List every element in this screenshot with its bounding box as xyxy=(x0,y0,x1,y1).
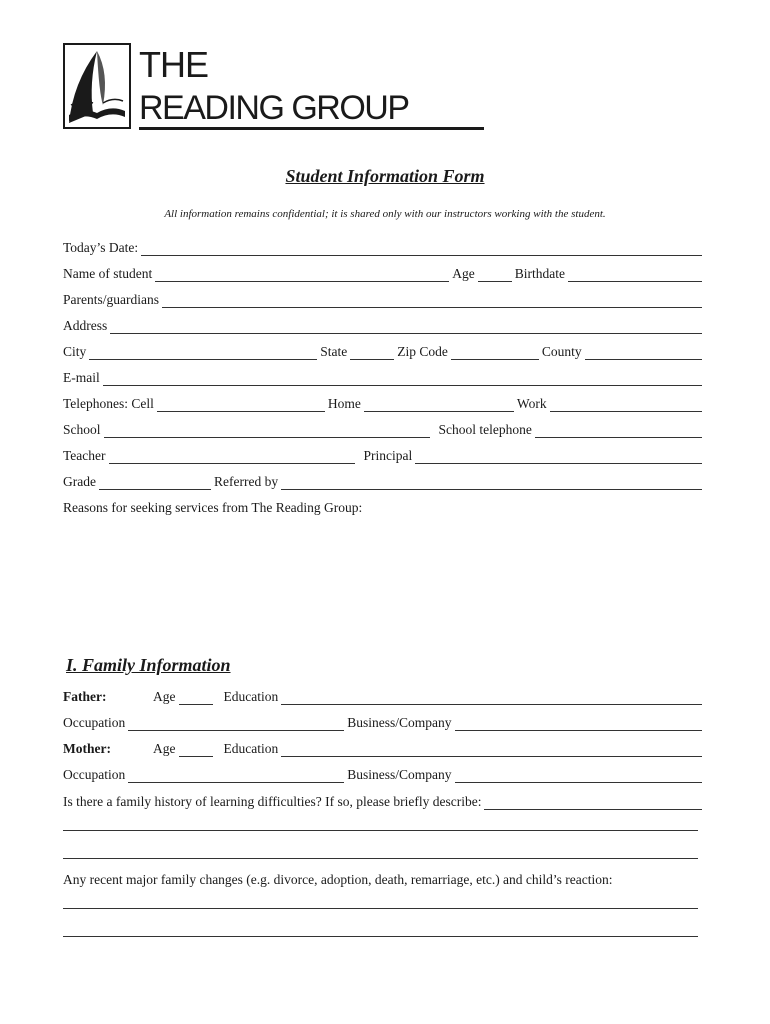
row-family-history xyxy=(63,790,705,810)
email-field[interactable] xyxy=(103,372,702,386)
confidentiality-note: All information remains confidential; it is shared only with our instructors working with the student. xyxy=(164,208,606,220)
home-label: Home xyxy=(327,396,361,411)
row-student-name xyxy=(63,262,705,282)
father-business-field[interactable] xyxy=(455,717,703,731)
city-field[interactable] xyxy=(89,346,317,360)
birthdate-label: Birthdate xyxy=(514,266,565,281)
family-history-field[interactable] xyxy=(484,796,702,810)
referred-by-label: Referred by xyxy=(213,474,279,489)
family-history-line-2[interactable] xyxy=(63,830,698,831)
row-school xyxy=(63,418,705,438)
book-sail-logo-icon xyxy=(63,43,131,129)
todays-date-field[interactable] xyxy=(141,242,702,256)
family-history-label: Is there a family history of learning difficulties? If so, please briefly describe: xyxy=(63,794,482,809)
school-label: School xyxy=(63,422,101,437)
school-field[interactable] xyxy=(104,424,430,438)
row-address xyxy=(63,314,705,334)
row-teacher xyxy=(63,444,705,464)
row-father xyxy=(63,685,705,705)
work-phone-field[interactable] xyxy=(550,398,702,412)
address-field[interactable] xyxy=(110,320,702,334)
father-occupation-label: Occupation xyxy=(63,715,126,730)
family-history-line-3[interactable] xyxy=(63,858,698,859)
zip-label: Zip Code xyxy=(397,344,448,359)
row-father-occupation xyxy=(63,711,705,731)
row-parents xyxy=(63,288,705,308)
mother-business-field[interactable] xyxy=(455,769,703,783)
row-city xyxy=(63,340,705,360)
family-section-heading: I. Family Information xyxy=(66,655,231,675)
row-email xyxy=(63,366,705,386)
family-changes-line-2[interactable] xyxy=(63,936,698,937)
county-label: County xyxy=(541,344,582,359)
mother-education-label: Education xyxy=(223,741,279,756)
zip-field[interactable] xyxy=(451,346,539,360)
logo-underline xyxy=(139,127,484,130)
cell-label: Telephones: Cell xyxy=(63,396,154,411)
grade-label: Grade xyxy=(63,474,96,489)
age-field[interactable] xyxy=(478,268,512,282)
row-telephones xyxy=(63,392,705,412)
row-family-changes xyxy=(63,868,705,888)
mother-business-label: Business/Company xyxy=(347,767,452,782)
age-label: Age xyxy=(452,266,475,281)
mother-occupation-label: Occupation xyxy=(63,767,126,782)
mother-occupation-field[interactable] xyxy=(128,769,344,783)
mother-age-label: Age xyxy=(153,741,176,756)
address-label: Address xyxy=(63,318,108,333)
student-name-field[interactable] xyxy=(155,268,449,282)
school-telephone-label: School telephone xyxy=(438,422,532,437)
referred-by-field[interactable] xyxy=(281,476,702,490)
row-grade xyxy=(63,470,705,490)
mother-age-field[interactable] xyxy=(179,743,213,757)
father-age-field[interactable] xyxy=(179,691,213,705)
parents-field[interactable] xyxy=(162,294,702,308)
father-label: Father: xyxy=(63,689,107,704)
home-phone-field[interactable] xyxy=(364,398,514,412)
family-changes-line-1[interactable] xyxy=(63,908,698,909)
city-label: City xyxy=(63,344,87,359)
logo-text-the: THE xyxy=(139,44,208,85)
row-reasons xyxy=(63,496,705,516)
father-education-label: Education xyxy=(223,689,279,704)
father-age-label: Age xyxy=(153,689,176,704)
father-education-field[interactable] xyxy=(281,691,702,705)
grade-field[interactable] xyxy=(99,476,211,490)
logo xyxy=(63,43,428,131)
father-occupation-field[interactable] xyxy=(128,717,344,731)
logo-text-reading-group: READING GROUP xyxy=(139,89,409,127)
teacher-label: Teacher xyxy=(63,448,106,463)
principal-field[interactable] xyxy=(415,450,702,464)
mother-education-field[interactable] xyxy=(281,743,702,757)
state-label: State xyxy=(320,344,348,359)
family-changes-label: Any recent major family changes (e.g. divorce, adoption, death, remarriage, etc.) and child’s reaction: xyxy=(63,872,613,887)
school-telephone-field[interactable] xyxy=(535,424,702,438)
work-label: Work xyxy=(516,396,547,411)
row-todays-date xyxy=(63,236,705,256)
student-name-label: Name of student xyxy=(63,266,153,281)
parents-label: Parents/guardians xyxy=(63,292,159,307)
principal-label: Principal xyxy=(363,448,413,463)
reasons-label: Reasons for seeking services from The Reading Group: xyxy=(63,500,363,515)
mother-label: Mother: xyxy=(63,741,111,756)
row-mother-occupation xyxy=(63,763,705,783)
todays-date-label: Today’s Date: xyxy=(63,240,139,255)
row-mother xyxy=(63,737,705,757)
form-title: Student Information Form xyxy=(285,166,485,186)
state-field[interactable] xyxy=(350,346,394,360)
teacher-field[interactable] xyxy=(109,450,355,464)
cell-field[interactable] xyxy=(157,398,325,412)
father-business-label: Business/Company xyxy=(347,715,452,730)
birthdate-field[interactable] xyxy=(568,268,702,282)
county-field[interactable] xyxy=(585,346,702,360)
email-label: E-mail xyxy=(63,370,100,385)
